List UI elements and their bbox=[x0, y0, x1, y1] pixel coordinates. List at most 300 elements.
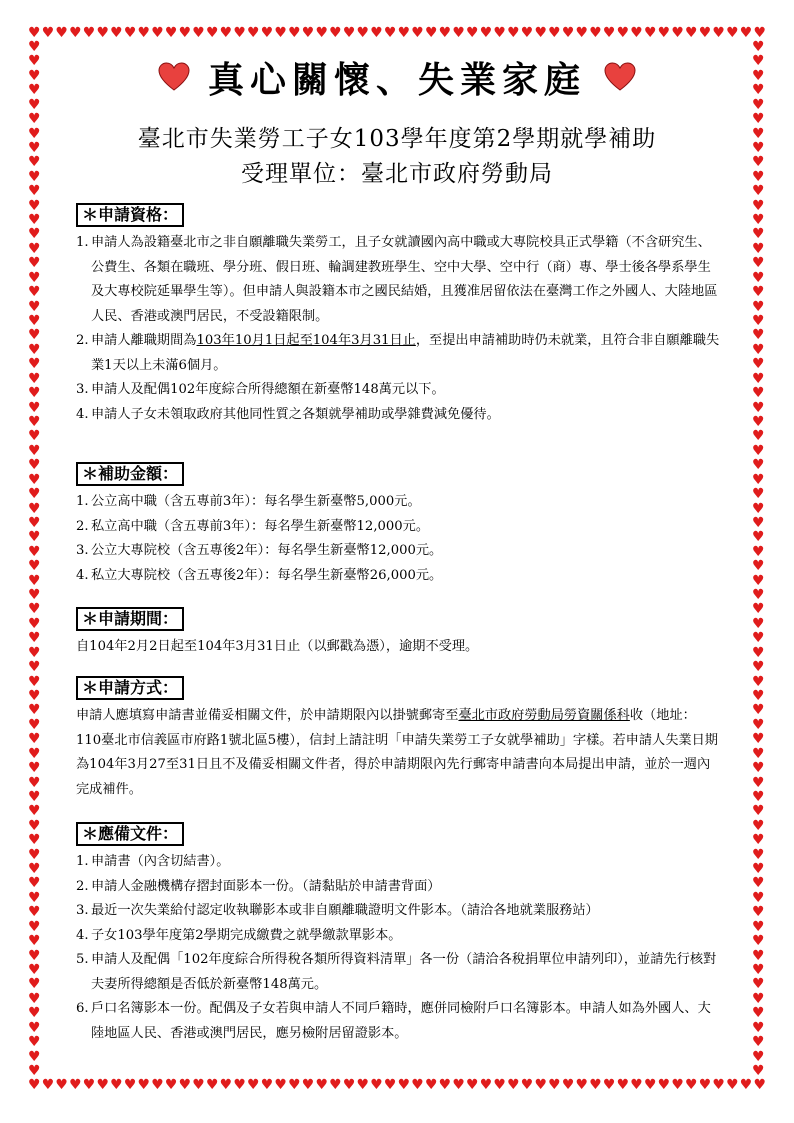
heart-icon: ♥ bbox=[28, 240, 41, 257]
heart-icon: ♥ bbox=[479, 25, 493, 41]
recipient-underlined: 臺北市政府勞動局勞資關係科 bbox=[458, 708, 630, 723]
heart-icon: ♥ bbox=[752, 601, 765, 618]
heart-icon: ♥ bbox=[752, 861, 765, 878]
heart-icon: ♥ bbox=[466, 25, 479, 41]
heart-icon: ♥ bbox=[397, 25, 411, 41]
heart-icon: ♥ bbox=[329, 25, 342, 41]
heart-icon: ♥ bbox=[752, 313, 765, 330]
heart-icon: ♥ bbox=[752, 428, 765, 445]
item-text: 公立高中職（含五專前3年）：每名學生新臺幣5,000元。 bbox=[91, 494, 421, 509]
heart-icon: ♥ bbox=[752, 630, 765, 647]
item-number: 2. bbox=[76, 518, 89, 534]
heart-icon: ♥ bbox=[752, 269, 765, 286]
method-text-post: 收（地址：110臺北市信義區市府路1號北區5樓），信封上請註明「申請失業勞工子女就學補助」字樣。若申請人失業日期為104年3月27至31日且不及備妥相關文件者，得於申請期限內先行郵寄申請書向本局提出申請，並於一週內完成補件。 bbox=[76, 708, 718, 797]
heart-icon: ♥ bbox=[28, 111, 41, 128]
page-title: 真心關懷、失業家庭 bbox=[207, 58, 586, 101]
list-item bbox=[76, 515, 720, 540]
heart-icon: ♥ bbox=[752, 53, 765, 70]
heart-icon: ♥ bbox=[28, 226, 41, 243]
heart-icon: ♥ bbox=[752, 716, 765, 733]
heart-icon: ♥ bbox=[698, 1077, 712, 1093]
heart-icon: ♥ bbox=[356, 25, 370, 41]
heart-icon: ♥ bbox=[288, 1077, 301, 1093]
heart-icon: ♥ bbox=[752, 154, 765, 171]
heart-icon: ♥ bbox=[739, 25, 753, 41]
item-text: 申請人為設籍臺北市之非自願離職失業勞工，且子女就讀國內高中職或大專院校具正式學籍（不含研究生、公費生、各類在職班、學分班、假日班、輪調建教班學生、空中大學、空中行（商）專、學士後各學系學生及大專校院延畢學生等）。但申請人與設籍本市之國民結婚，且獲准居留依法在臺灣工作之外國人、大陸地區人民、香港或澳門居民，不受設籍限制。 bbox=[91, 235, 718, 324]
heart-icon: ♥ bbox=[507, 25, 520, 41]
subtitle-agency: 受理單位：臺北市政府勞動局 bbox=[241, 161, 553, 187]
item-text: 申請人及配偶「102年度綜合所得稅各類所得資料清單」各一份（請洽各稅捐單位申請列印），並請先行核對夫妻所得總額是否低於新臺幣148萬元。 bbox=[91, 952, 717, 992]
heart-icon: ♥ bbox=[28, 687, 41, 704]
heart-icon: ♥ bbox=[438, 25, 452, 41]
heart-icon: ♥ bbox=[424, 25, 438, 41]
heart-icon: ♥ bbox=[752, 413, 765, 430]
heart-icon: ♥ bbox=[726, 1077, 739, 1093]
item-text bbox=[91, 329, 720, 378]
heart-icon: ♥ bbox=[630, 25, 643, 41]
heart-icon: ♥ bbox=[28, 572, 41, 589]
heart-icon: ♥ bbox=[342, 1077, 356, 1093]
heart-icon: ♥ bbox=[28, 875, 41, 892]
heart-icon: ♥ bbox=[752, 298, 765, 315]
item-number: 3. bbox=[76, 903, 89, 918]
heart-icon: ♥ bbox=[96, 1077, 109, 1093]
heart-icon: ♥ bbox=[28, 673, 41, 690]
section-heading: ＊補助金額： bbox=[76, 462, 184, 486]
item-number: 2. bbox=[76, 333, 89, 348]
heart-icon: ♥ bbox=[685, 1077, 698, 1093]
heart-icon bbox=[158, 62, 190, 92]
heart-icon: ♥ bbox=[28, 630, 41, 647]
heart-icon: ♥ bbox=[41, 25, 55, 41]
heart-icon: ♥ bbox=[411, 1077, 424, 1093]
heart-icon: ♥ bbox=[28, 774, 41, 791]
heart-icon: ♥ bbox=[233, 1077, 246, 1093]
heart-icon: ♥ bbox=[28, 745, 41, 762]
heart-icon: ♥ bbox=[28, 25, 41, 41]
heart-icon: ♥ bbox=[123, 1077, 137, 1093]
heart-icon: ♥ bbox=[752, 673, 765, 690]
heart-icon: ♥ bbox=[479, 1077, 493, 1093]
heart-icon: ♥ bbox=[752, 442, 765, 459]
heart-icon: ♥ bbox=[28, 82, 41, 99]
list-item bbox=[76, 850, 720, 875]
heart-icon: ♥ bbox=[28, 125, 41, 142]
item-number: 3. bbox=[76, 543, 89, 558]
method-text-pre: 申請人應填寫申請書並備妥相關文件，於申請期限內以掛號郵寄至 bbox=[76, 708, 459, 723]
heart-icon: ♥ bbox=[752, 125, 765, 142]
heart-icon: ♥ bbox=[28, 760, 41, 777]
heart-icon: ♥ bbox=[28, 1005, 41, 1022]
heart-icon: ♥ bbox=[260, 1077, 274, 1093]
section-heading: ＊申請方式： bbox=[76, 676, 184, 700]
heart-icon: ♥ bbox=[28, 183, 41, 200]
heart-icon: ♥ bbox=[28, 1077, 41, 1093]
heart-icon: ♥ bbox=[575, 1077, 589, 1093]
heart-icon: ♥ bbox=[752, 183, 765, 200]
heart-icon: ♥ bbox=[28, 399, 41, 416]
heart-icon: ♥ bbox=[466, 1077, 479, 1093]
heart-icon: ♥ bbox=[28, 1034, 41, 1051]
heart-icon: ♥ bbox=[752, 399, 765, 416]
heart-icon: ♥ bbox=[602, 25, 616, 41]
method-text bbox=[76, 704, 720, 802]
heart-icon: ♥ bbox=[28, 659, 41, 676]
heart-icon: ♥ bbox=[28, 918, 41, 935]
heart-icon: ♥ bbox=[28, 702, 41, 719]
heart-border-bottom bbox=[28, 1078, 766, 1092]
item-number: 1. bbox=[76, 235, 89, 250]
heart-icon: ♥ bbox=[712, 1077, 725, 1093]
heart-icon: ♥ bbox=[28, 933, 41, 950]
heart-icon: ♥ bbox=[28, 53, 41, 70]
heart-icon: ♥ bbox=[752, 139, 765, 156]
heart-icon: ♥ bbox=[712, 25, 725, 41]
heart-icon: ♥ bbox=[671, 1077, 684, 1093]
heart-icon: ♥ bbox=[657, 1077, 671, 1093]
heart-icon: ♥ bbox=[752, 990, 765, 1007]
heart-icon: ♥ bbox=[753, 1077, 766, 1093]
heart-icon: ♥ bbox=[301, 1077, 315, 1093]
heart-icon: ♥ bbox=[698, 25, 712, 41]
heart-icon: ♥ bbox=[520, 1077, 534, 1093]
heart-icon: ♥ bbox=[752, 947, 765, 964]
heart-icon: ♥ bbox=[752, 788, 765, 805]
heart-icon: ♥ bbox=[247, 1077, 260, 1093]
list-item bbox=[76, 403, 720, 428]
heart-icon: ♥ bbox=[55, 25, 68, 41]
heart-icon: ♥ bbox=[752, 933, 765, 950]
heart-icon: ♥ bbox=[96, 25, 109, 41]
heart-icon: ♥ bbox=[41, 1077, 55, 1093]
list-item bbox=[76, 997, 720, 1046]
heart-icon: ♥ bbox=[752, 558, 765, 575]
heart-icon: ♥ bbox=[28, 197, 41, 214]
heart-icon: ♥ bbox=[28, 615, 41, 632]
heart-icon: ♥ bbox=[356, 1077, 370, 1093]
item-text: 申請書（內含切結書）。 bbox=[91, 854, 230, 869]
heart-icon: ♥ bbox=[28, 385, 41, 402]
heart-icon: ♥ bbox=[752, 803, 765, 820]
heart-icon: ♥ bbox=[752, 543, 765, 560]
heart-icon: ♥ bbox=[752, 1048, 765, 1065]
heart-icon: ♥ bbox=[752, 168, 765, 185]
heart-icon: ♥ bbox=[602, 1077, 616, 1093]
heart-icon: ♥ bbox=[315, 25, 328, 41]
heart-icon: ♥ bbox=[752, 687, 765, 704]
heart-icon: ♥ bbox=[28, 486, 41, 503]
heart-icon: ♥ bbox=[123, 25, 137, 41]
heart-icon: ♥ bbox=[28, 529, 41, 546]
heart-icon: ♥ bbox=[137, 25, 151, 41]
heart-icon: ♥ bbox=[233, 25, 246, 41]
heart-icon: ♥ bbox=[247, 25, 260, 41]
heart-icon: ♥ bbox=[739, 1077, 753, 1093]
heart-icon: ♥ bbox=[342, 25, 356, 41]
section-heading: ＊申請資格： bbox=[76, 203, 184, 227]
heart-icon: ♥ bbox=[752, 284, 765, 301]
heart-icon: ♥ bbox=[561, 25, 575, 41]
item-text: 子女103學年度第2學期完成繳費之就學繳款單影本。 bbox=[91, 927, 402, 943]
item-number: 1. bbox=[76, 854, 89, 869]
heart-border-right bbox=[752, 40, 766, 1078]
heart-icon: ♥ bbox=[424, 1077, 438, 1093]
heart-icon: ♥ bbox=[28, 846, 41, 863]
heart-icon: ♥ bbox=[752, 962, 765, 978]
item-text: 戶口名簿影本一份。配偶及子女若與申請人不同戶籍時，應併同檢附戶口名簿影本。申請人如為外國人、大陸地區人民、香港或澳門居民，應另檢附居留證影本。 bbox=[91, 1001, 711, 1041]
heart-icon: ♥ bbox=[28, 558, 41, 575]
list-item bbox=[76, 378, 720, 403]
heart-icon: ♥ bbox=[752, 1019, 765, 1036]
heart-icon: ♥ bbox=[28, 168, 41, 185]
heart-icon: ♥ bbox=[397, 1077, 411, 1093]
heart-icon: ♥ bbox=[370, 25, 383, 41]
heart-icon: ♥ bbox=[752, 500, 765, 517]
heart-icon: ♥ bbox=[753, 25, 766, 41]
heart-icon: ♥ bbox=[28, 601, 41, 618]
heart-icon: ♥ bbox=[151, 25, 164, 41]
list-item bbox=[76, 948, 720, 997]
title-row bbox=[0, 52, 794, 102]
heart-icon: ♥ bbox=[28, 154, 41, 171]
heart-icon: ♥ bbox=[589, 25, 602, 41]
heart-icon: ♥ bbox=[28, 947, 41, 964]
heart-icon: ♥ bbox=[219, 1077, 233, 1093]
heart-icon: ♥ bbox=[671, 25, 684, 41]
heart-icon: ♥ bbox=[752, 111, 765, 128]
heart-icon: ♥ bbox=[274, 25, 287, 41]
item-text: 私立大專院校（含五專後2年）：每名學生新臺幣26,000元。 bbox=[91, 567, 443, 583]
item-number: 3. bbox=[76, 382, 89, 397]
list-item bbox=[76, 490, 720, 515]
section-documents bbox=[76, 822, 720, 1046]
heart-icon: ♥ bbox=[82, 25, 96, 41]
heart-icon: ♥ bbox=[28, 298, 41, 315]
item-number: 2. bbox=[76, 878, 89, 894]
heart-icon: ♥ bbox=[28, 990, 41, 1007]
section-heading: ＊應備文件： bbox=[76, 822, 184, 846]
heart-icon: ♥ bbox=[28, 716, 41, 733]
heart-icon: ♥ bbox=[752, 327, 765, 344]
heart-icon: ♥ bbox=[752, 67, 765, 84]
heart-icon: ♥ bbox=[616, 25, 630, 41]
heart-icon: ♥ bbox=[520, 25, 534, 41]
heart-icon: ♥ bbox=[192, 25, 205, 41]
heart-icon: ♥ bbox=[28, 817, 41, 834]
heart-icon: ♥ bbox=[752, 904, 765, 921]
heart-icon: ♥ bbox=[28, 904, 41, 921]
heart-icon: ♥ bbox=[28, 514, 41, 531]
item-number: 6. bbox=[76, 1001, 89, 1016]
heart-icon: ♥ bbox=[548, 25, 561, 41]
date-range-underlined: 103年10月1日起至104年3月31日止 bbox=[196, 333, 416, 348]
heart-icon: ♥ bbox=[28, 341, 41, 358]
heart-icon: ♥ bbox=[752, 255, 765, 272]
heart-icon: ♥ bbox=[28, 39, 41, 55]
heart-icon: ♥ bbox=[28, 139, 41, 156]
heart-icon: ♥ bbox=[28, 803, 41, 820]
heart-icon: ♥ bbox=[752, 889, 765, 906]
heart-icon: ♥ bbox=[192, 1077, 205, 1093]
heart-icon: ♥ bbox=[589, 1077, 602, 1093]
heart-icon: ♥ bbox=[752, 514, 765, 531]
heart-icon: ♥ bbox=[752, 702, 765, 719]
heart-icon: ♥ bbox=[383, 1077, 397, 1093]
section-amount bbox=[76, 462, 720, 588]
heart-icon: ♥ bbox=[28, 861, 41, 878]
heart-icon: ♥ bbox=[28, 457, 41, 474]
heart-icon: ♥ bbox=[752, 471, 765, 488]
heart-icon: ♥ bbox=[28, 356, 41, 373]
heart-icon: ♥ bbox=[28, 543, 41, 560]
heart-icon: ♥ bbox=[28, 269, 41, 286]
heart-icon: ♥ bbox=[752, 832, 765, 849]
heart-icon: ♥ bbox=[752, 1034, 765, 1051]
heart-icon: ♥ bbox=[752, 644, 765, 661]
heart-icon: ♥ bbox=[752, 976, 765, 993]
section-eligibility bbox=[76, 203, 720, 427]
item-number: 4. bbox=[76, 567, 89, 583]
item-text: 申請人金融機構存摺封面影本一份。（請黏貼於申請書背面） bbox=[91, 878, 441, 894]
heart-icon: ♥ bbox=[685, 25, 698, 41]
heart-icon: ♥ bbox=[752, 731, 765, 748]
heart-icon: ♥ bbox=[752, 96, 765, 113]
heart-icon: ♥ bbox=[752, 39, 765, 55]
heart-icon: ♥ bbox=[752, 356, 765, 373]
heart-icon: ♥ bbox=[752, 774, 765, 791]
heart-icon: ♥ bbox=[28, 500, 41, 517]
heart-icon: ♥ bbox=[752, 212, 765, 229]
item-number: 4. bbox=[76, 927, 89, 943]
heart-icon: ♥ bbox=[69, 25, 82, 41]
item-text: 申請人子女未領取政府其他同性質之各類就學補助或學雜費減免優待。 bbox=[91, 406, 500, 422]
heart-icon: ♥ bbox=[28, 284, 41, 301]
heart-icon: ♥ bbox=[534, 25, 547, 41]
heart-icon: ♥ bbox=[752, 370, 765, 387]
heart-icon: ♥ bbox=[452, 25, 465, 41]
heart-icon: ♥ bbox=[507, 1077, 520, 1093]
heart-icon: ♥ bbox=[28, 327, 41, 344]
heart-icon: ♥ bbox=[28, 976, 41, 993]
heart-icon: ♥ bbox=[28, 67, 41, 84]
heart-icon: ♥ bbox=[205, 1077, 219, 1093]
heart-icon: ♥ bbox=[411, 25, 424, 41]
heart-icon: ♥ bbox=[752, 817, 765, 834]
heart-icon: ♥ bbox=[28, 313, 41, 330]
heart-icon: ♥ bbox=[28, 212, 41, 229]
heart-icon: ♥ bbox=[534, 1077, 547, 1093]
heart-icon: ♥ bbox=[110, 1077, 123, 1093]
heart-icon: ♥ bbox=[752, 457, 765, 474]
heart-icon: ♥ bbox=[28, 428, 41, 445]
heart-icon: ♥ bbox=[752, 197, 765, 214]
heart-icon: ♥ bbox=[28, 1048, 41, 1065]
heart-icon: ♥ bbox=[69, 1077, 82, 1093]
heart-icon: ♥ bbox=[752, 760, 765, 777]
heart-icon: ♥ bbox=[643, 25, 657, 41]
heart-icon: ♥ bbox=[752, 529, 765, 546]
heart-icon: ♥ bbox=[752, 572, 765, 589]
heart-icon: ♥ bbox=[205, 25, 219, 41]
heart-icon: ♥ bbox=[630, 1077, 643, 1093]
heart-icon: ♥ bbox=[28, 1019, 41, 1036]
heart-icon: ♥ bbox=[55, 1077, 68, 1093]
heart-icon: ♥ bbox=[752, 240, 765, 257]
heart-icon: ♥ bbox=[28, 96, 41, 113]
list-item bbox=[76, 539, 720, 564]
heart-icon: ♥ bbox=[752, 1062, 765, 1079]
heart-icon: ♥ bbox=[315, 1077, 328, 1093]
heart-icon: ♥ bbox=[28, 442, 41, 459]
item-number: 4. bbox=[76, 406, 89, 422]
heart-icon: ♥ bbox=[752, 587, 765, 604]
heart-icon: ♥ bbox=[752, 659, 765, 676]
heart-icon: ♥ bbox=[752, 226, 765, 243]
heart-icon: ♥ bbox=[329, 1077, 342, 1093]
list-item bbox=[76, 924, 720, 949]
heart-icon: ♥ bbox=[548, 1077, 561, 1093]
heart-icon: ♥ bbox=[493, 25, 506, 41]
heart-icon: ♥ bbox=[752, 1005, 765, 1022]
heart-icon: ♥ bbox=[219, 25, 233, 41]
heart-icon: ♥ bbox=[164, 25, 178, 41]
item-text-post: ，至提出申請補助時仍未就業，且符合非自願離職失業1天以上未滿6個月。 bbox=[91, 333, 720, 373]
list-item bbox=[76, 899, 720, 924]
section-heading: ＊申請期間： bbox=[76, 607, 184, 631]
heart-icon: ♥ bbox=[643, 1077, 657, 1093]
heart-icon: ♥ bbox=[274, 1077, 287, 1093]
heart-icon: ♥ bbox=[28, 1062, 41, 1079]
heart-icon: ♥ bbox=[752, 875, 765, 892]
list-item bbox=[76, 329, 720, 378]
heart-icon: ♥ bbox=[726, 25, 739, 41]
heart-icon: ♥ bbox=[28, 255, 41, 272]
section-period bbox=[76, 607, 720, 660]
section-method bbox=[76, 676, 720, 802]
heart-icon: ♥ bbox=[82, 1077, 96, 1093]
heart-icon: ♥ bbox=[752, 846, 765, 863]
heart-icon: ♥ bbox=[752, 745, 765, 762]
subtitle-program: 臺北市失業勞工子女103學年度第2學期就學補助 bbox=[137, 126, 657, 152]
period-text: 自104年2月2日起至104年3月31日止（以郵戳為憑），逾期不受理。 bbox=[76, 639, 479, 654]
heart-icon: ♥ bbox=[752, 918, 765, 935]
list-item bbox=[76, 875, 720, 900]
list-item bbox=[76, 564, 720, 589]
heart-icon: ♥ bbox=[370, 1077, 383, 1093]
heart-icon: ♥ bbox=[164, 1077, 178, 1093]
heart-icon: ♥ bbox=[28, 644, 41, 661]
list-item bbox=[76, 231, 720, 329]
heart-icon: ♥ bbox=[28, 788, 41, 805]
item-text-pre: 申請人離職期間為 bbox=[91, 333, 197, 348]
item-text: 私立高中職（含五專前3年）：每名學生新臺幣12,000元。 bbox=[91, 518, 430, 534]
heart-icon: ♥ bbox=[752, 615, 765, 632]
heart-icon: ♥ bbox=[657, 25, 671, 41]
heart-icon: ♥ bbox=[178, 25, 192, 41]
heart-icon: ♥ bbox=[28, 832, 41, 849]
heart-icon: ♥ bbox=[752, 385, 765, 402]
item-number: 1. bbox=[76, 494, 89, 509]
heart-icon: ♥ bbox=[752, 341, 765, 358]
heart-icon: ♥ bbox=[452, 1077, 465, 1093]
item-text: 申請人及配偶102年度綜合所得總額在新臺幣148萬元以下。 bbox=[91, 382, 445, 397]
heart-icon: ♥ bbox=[137, 1077, 151, 1093]
heart-icon: ♥ bbox=[28, 889, 41, 906]
heart-icon: ♥ bbox=[28, 370, 41, 387]
heart-icon: ♥ bbox=[438, 1077, 452, 1093]
heart-icon: ♥ bbox=[260, 25, 274, 41]
heart-icon: ♥ bbox=[301, 25, 315, 41]
